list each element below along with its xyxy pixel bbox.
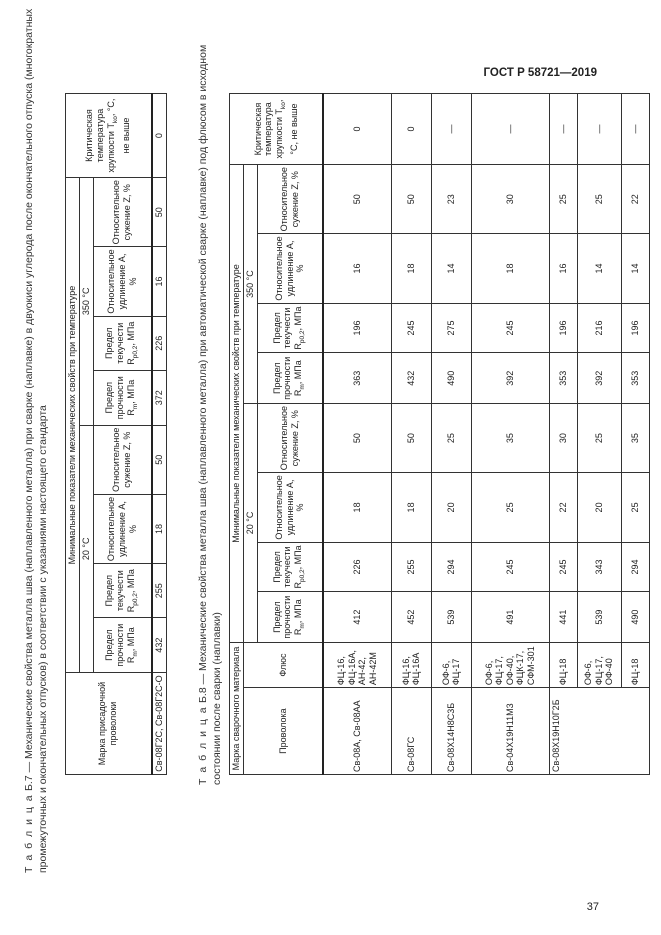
- col-head-a: Предел прочности R: [103, 623, 136, 667]
- t7-h-crit: [66, 94, 152, 178]
- table-cell: —: [577, 94, 621, 165]
- table-cell: 50: [323, 165, 391, 234]
- t8-wire: Св-08А, Св-08АА: [323, 688, 391, 775]
- table-cell: —: [471, 94, 549, 165]
- table-cell: 196: [549, 303, 577, 353]
- col-head-a: Предел текучести R: [271, 546, 303, 589]
- table-cell: 22: [549, 473, 577, 542]
- table-cell: 245: [471, 542, 549, 592]
- t8-col-z20: [257, 404, 323, 473]
- table-cell: 22: [621, 165, 649, 234]
- table7: [65, 93, 167, 775]
- t8-flux: ОФ-6, ФЦ-17, ОФ-40, ФЦК-17, СФМ-301: [471, 642, 549, 687]
- table-cell: 50: [323, 404, 391, 473]
- table-row: [577, 94, 621, 775]
- t8-col-rp350: [257, 303, 323, 353]
- t7-col-rm20: [94, 618, 152, 673]
- table-cell: 14: [431, 234, 471, 303]
- table8-caption-title: Б.8 — Механические свойства металла шва (наплавленного металла) при автоматической сварке (наплавке) под флюсом в исходном состоянии после сварки (наплавки): [197, 44, 223, 785]
- table-cell: —: [431, 94, 471, 165]
- table-cell: 412: [323, 592, 391, 643]
- table-cell: 16: [152, 247, 167, 316]
- table-cell: 14: [577, 234, 621, 303]
- table-cell: 392: [577, 353, 621, 404]
- table8-caption-prefix: Т а б л и ц а: [197, 705, 209, 785]
- table-cell: 23: [431, 165, 471, 234]
- table-row: [549, 94, 577, 775]
- table-cell: 35: [471, 404, 549, 473]
- col-head-a: Относительное удлинение A, %: [274, 475, 305, 540]
- table-cell: 25: [549, 165, 577, 234]
- table7-caption-title: Б.7 — Механические свойства металла шва (наплавленного металла) при сварке (наплавке) в двуокиси углерода после окончательного отпуска (многократных промежуточных и окончательных отпусков) в соответствии с указаниями настоящего стандарта: [23, 8, 49, 873]
- t7-col-a20: [94, 494, 152, 563]
- table-cell: 30: [549, 404, 577, 473]
- col-head-a: Относительное сужение Z, %: [111, 180, 133, 245]
- table-cell: 539: [577, 592, 621, 643]
- table-cell: 0: [391, 94, 431, 165]
- t7-col-rp350: [94, 316, 152, 370]
- t8-flux: ОФ-6, ФЦ-17: [431, 642, 471, 687]
- table8: [229, 93, 650, 775]
- table-cell: 353: [549, 353, 577, 404]
- t8-h-mat: Марка сварочного материала: [230, 642, 244, 774]
- t7-col-z20: [94, 425, 152, 494]
- table-cell: 372: [152, 370, 167, 425]
- col-head-sub: m: [131, 403, 139, 410]
- t8-flux: ФЦ-18: [549, 642, 577, 687]
- col-head-sub: p0,2: [298, 569, 306, 583]
- t7-wire: Св-08Г2С, Св-08Г2С-О: [152, 673, 167, 775]
- t7-h-crit-a: Критическая температура хрупкости T: [84, 108, 117, 173]
- col-head-sub: p0,2: [131, 593, 139, 606]
- table-cell: 196: [323, 303, 391, 353]
- t8-h-crit-b: , °C, не выше: [273, 99, 299, 155]
- col-head-a: Предел прочности R: [103, 376, 136, 420]
- col-head-a: Относительное сужение Z, %: [279, 406, 300, 471]
- table-cell: 245: [471, 303, 549, 353]
- col-head-a: Относительное сужение Z, %: [111, 427, 133, 492]
- t7-colheads: [94, 94, 152, 775]
- t8-col-rm20: [257, 592, 323, 643]
- table-cell: —: [621, 94, 649, 165]
- table-row: [323, 94, 391, 775]
- table-row: [391, 94, 431, 775]
- table-cell: 294: [621, 542, 649, 592]
- col-head-b: , МПа: [125, 379, 136, 404]
- table-cell: 50: [152, 178, 167, 247]
- col-head-a: Относительное удлинение A, %: [274, 236, 305, 301]
- table-cell: 216: [577, 303, 621, 353]
- table-cell: 275: [431, 303, 471, 353]
- t7-col-z350: [94, 178, 152, 247]
- table-cell: 255: [152, 564, 167, 618]
- t8-wire: Св-08Х14Н8С3Б: [431, 688, 471, 775]
- col-head-b: , МПа: [125, 321, 136, 346]
- t7-col-a350: [94, 247, 152, 316]
- table-cell: 245: [391, 303, 431, 353]
- col-head-a: Относительное удлинение A, %: [105, 249, 138, 314]
- col-head-b: , МПа: [292, 306, 303, 331]
- table-cell: 50: [391, 404, 431, 473]
- table-row: [431, 94, 471, 775]
- col-head-a: Предел текучести R: [103, 322, 136, 365]
- t8-h-wire: Проволока: [244, 688, 324, 775]
- col-head-a: Предел прочности R: [271, 595, 303, 639]
- t7-h-min: Минимальные показатели механических свойств при температуре: [66, 178, 80, 673]
- t8-flux: ФЦ-16, ФЦ-16А, АН-42, АН-42М: [323, 642, 391, 687]
- table-cell: 25: [471, 473, 549, 542]
- table-cell: 30: [471, 165, 549, 234]
- table-cell: 35: [621, 404, 649, 473]
- table-cell: 18: [391, 473, 431, 542]
- table-cell: 16: [323, 234, 391, 303]
- t7-col-rp20: [94, 564, 152, 618]
- table-cell: 16: [549, 234, 577, 303]
- col-head-b: , МПа: [292, 545, 303, 570]
- t7-h-crit-b: , °C, не выше: [106, 98, 132, 154]
- table-cell: 441: [549, 592, 577, 643]
- t7-h-t20: 20 °C: [80, 425, 94, 672]
- col-head-sub: p0,2: [131, 345, 139, 359]
- table-cell: 18: [323, 473, 391, 542]
- page-number: 37: [586, 901, 599, 913]
- table-cell: 20: [431, 473, 471, 542]
- standard-header: ГОСТ Р 58721—2019: [483, 67, 597, 79]
- table-cell: 490: [621, 592, 649, 643]
- table-cell: 392: [471, 353, 549, 404]
- col-head-b: , МПа: [292, 599, 303, 624]
- table-cell: 25: [621, 473, 649, 542]
- table-cell: 25: [431, 404, 471, 473]
- t7-col-rm350: [94, 370, 152, 425]
- col-head-a: Предел прочности R: [271, 356, 303, 400]
- t8-flux: ФЦ-16, ФЦ-16А: [391, 642, 431, 687]
- table-cell: 18: [391, 234, 431, 303]
- table-row: [471, 94, 549, 775]
- table-cell: 491: [471, 592, 549, 643]
- t8-col-a20: [257, 473, 323, 542]
- col-head-sub: p0,2: [298, 330, 306, 344]
- t8-h-crit-a: Критическая температура хрупкости T: [252, 102, 284, 159]
- col-head-sub: m: [298, 384, 306, 390]
- table-cell: 226: [323, 542, 391, 592]
- table-cell: 0: [152, 94, 167, 178]
- table7-caption-prefix: Т а б л и ц а: [23, 793, 35, 873]
- table-cell: 0: [323, 94, 391, 165]
- table-cell: 50: [152, 425, 167, 494]
- col-head-sub: m: [298, 623, 306, 629]
- table-cell: 18: [152, 494, 167, 563]
- col-head-a: Относительное удлинение A, %: [105, 496, 138, 562]
- t8-h-crit: [230, 94, 324, 165]
- col-head-b: , МПа: [125, 569, 136, 594]
- t8-h-t20: 20 °C: [244, 404, 258, 643]
- table-cell: 50: [391, 165, 431, 234]
- table-cell: 490: [431, 353, 471, 404]
- table8-caption: [196, 3, 224, 785]
- t8-flux: ФЦ-18: [621, 642, 649, 687]
- t8-col-z350: [257, 165, 323, 234]
- table-cell: 14: [621, 234, 649, 303]
- t7-h-t350: 350 °C: [80, 178, 94, 425]
- table-cell: 196: [621, 303, 649, 353]
- table-cell: 432: [152, 618, 167, 673]
- table-cell: 18: [471, 234, 549, 303]
- t8-flux: ОФ-6, ФЦ-17, ОФ-40: [577, 642, 621, 687]
- table-cell: 226: [152, 316, 167, 370]
- t8-wire: Св-08Х19Н10Г2Б: [549, 688, 649, 775]
- table-cell: 343: [577, 542, 621, 592]
- table-cell: 245: [549, 542, 577, 592]
- t8-h-flux: Флюс: [244, 642, 324, 687]
- table-cell: 255: [391, 542, 431, 592]
- table-cell: 294: [431, 542, 471, 592]
- table-row: [621, 94, 649, 775]
- t8-wire: Св-08ГС: [391, 688, 431, 775]
- col-head-a: Относительное сужение Z, %: [279, 167, 300, 232]
- t7-h-crit-sub: ko: [112, 116, 120, 124]
- table-cell: 25: [577, 404, 621, 473]
- t8-h-min: Минимальные показатели механических свойств при температуре: [230, 165, 244, 643]
- table-cell: 353: [621, 353, 649, 404]
- table-cell: 20: [577, 473, 621, 542]
- col-head-b: , МПа: [292, 360, 303, 385]
- t7-h-wire: Марка присадочной проволоки: [66, 673, 152, 775]
- t8-col-rp20: [257, 542, 323, 592]
- table-row: [152, 94, 167, 775]
- table-cell: 25: [577, 165, 621, 234]
- t8-col-a350: [257, 234, 323, 303]
- t8-wire: Св-04Х19Н11М3: [471, 688, 549, 775]
- t8-h-t350: 350 °C: [244, 165, 258, 404]
- table-cell: 432: [391, 353, 431, 404]
- table-cell: 539: [431, 592, 471, 643]
- col-head-b: , МПа: [125, 627, 136, 652]
- t8-col-rm350: [257, 353, 323, 404]
- table7-caption: [22, 3, 50, 873]
- table-cell: 452: [391, 592, 431, 643]
- t8-h-crit-sub: ko: [279, 102, 287, 109]
- col-head-sub: m: [131, 651, 139, 657]
- col-head-a: Предел текучести R: [271, 307, 303, 350]
- col-head-a: Предел текучести R: [103, 570, 136, 613]
- table-cell: —: [549, 94, 577, 165]
- table-cell: 363: [323, 353, 391, 404]
